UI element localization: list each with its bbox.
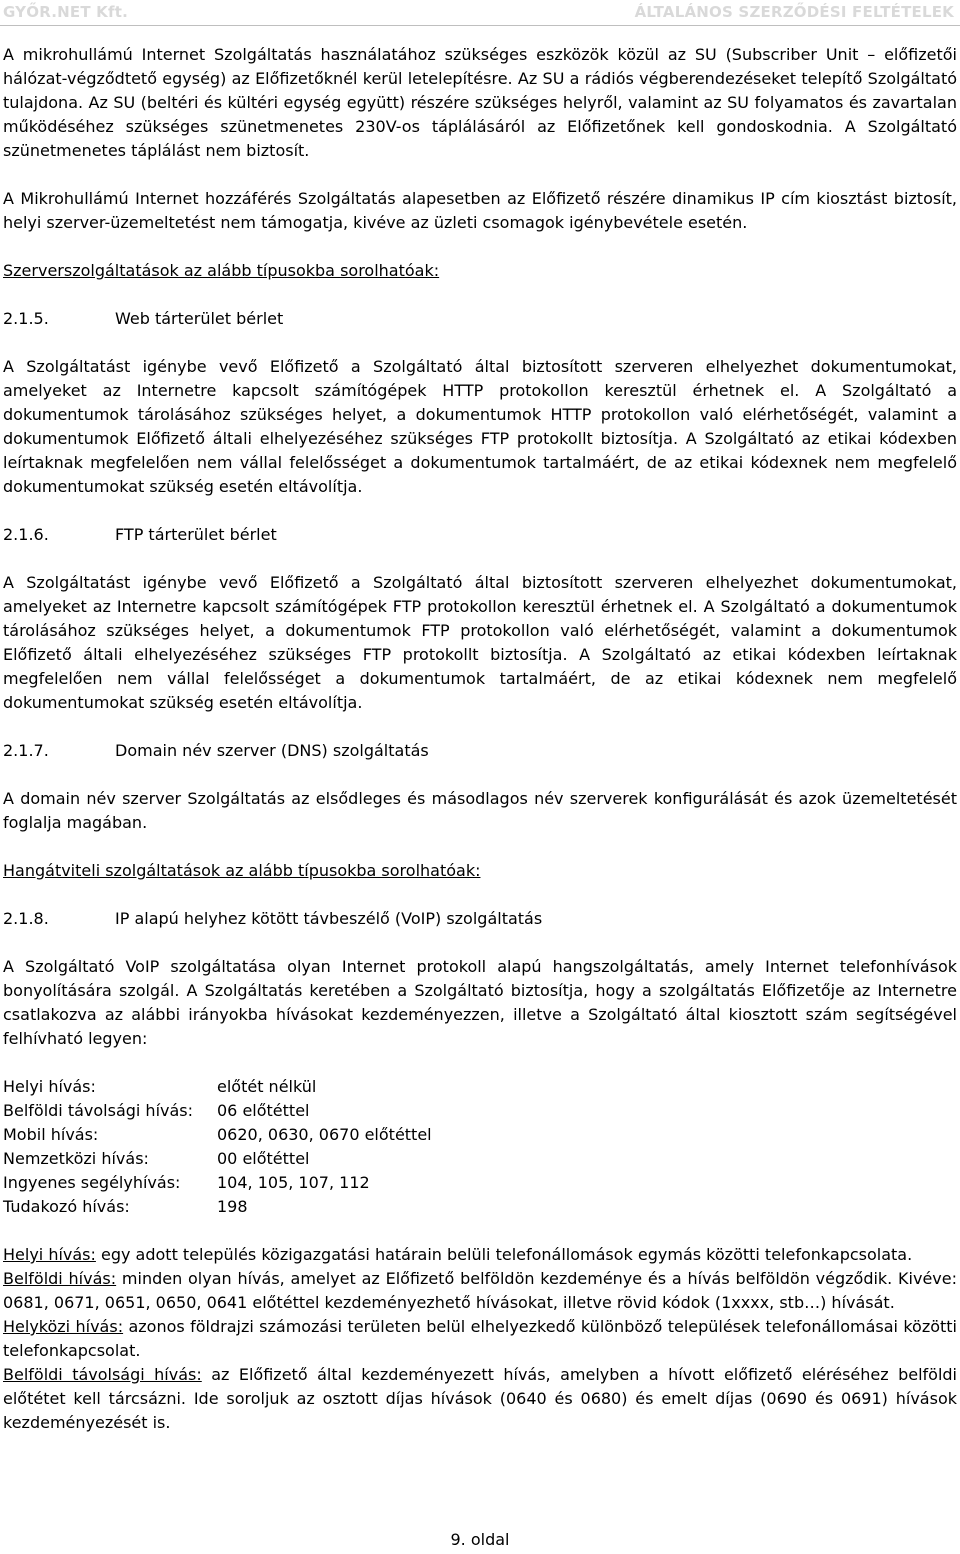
section-2-1-6-body (3, 571, 957, 715)
call-prefix: 104, 105, 107, 112 (217, 1173, 370, 1192)
paragraph-text: A Szolgáltató VoIP szolgáltatása olyan Internet protokoll alapú hangszolgáltatás, amely Internet telefonhívások bonyolítására szolgál. A Szolgáltatás keretében a Szolgáltató biztosítja, hogy a szolgáltatás Előfizetője az Internetre csatlakozva az alábbi irányokba hívásokat kezdeményezzen, illetve a Szolgáltató által kiosztott szám segítségével felhívható legyen: (3, 957, 957, 1048)
call-prefix-table (3, 1075, 957, 1219)
section-2-1-7-body (3, 787, 957, 835)
paragraph-text: A Szolgáltatást igénybe vevő Előfizető a Szolgáltató által biztosított szerveren elhelyezhet dokumentumokat, amelyeket az Internetre kapcsolt számítógépek HTTP protokollon keresztül érhetnek el. A Szolgáltató a dokumentumok tárolásához szükséges helyet, a dokumentumok HTTP protokollon való elérhetőségét, valamint a dokumentumok Előfizető általi elhelyezéséhez szükséges FTP protokollt biztosítja. A Szolgáltató az etikai kódexben leírtaknak megfelelően nem vállal felelősséget a dokumentumok tartalmáért, de az etikai kódexnek nem megfelelő dokumentumokat szükség esetén eltávolítja. (3, 357, 957, 496)
table-row (3, 1195, 957, 1219)
section-number: 2.1.7. (3, 741, 49, 760)
section-title: Domain név szerver (DNS) szolgáltatás (115, 741, 429, 760)
paragraph-text: A Mikrohullámú Internet hozzáférés Szolgáltatás alapesetben az Előfizető részére dinamikus IP cím kiosztást biztosít, helyi szerver-üzemeltetést nem támogatja, kivéve az üzleti csomagok igénybevétele esetén. (3, 189, 957, 232)
paragraph-text: A Szolgáltatást igénybe vevő Előfizető a Szolgáltató által biztosított szerveren elhelyezhet dokumentumokat, amelyeket az Internetre kapcsolt számítógépek FTP protokollon keresztül érhetnek el. A Szolgáltató a dokumentumok tárolásához szükséges helyet, a dokumentumok FTP protokollon való elérhetőségét, valamint a dokumentumok Előfizető általi elhelyezéséhez szükséges FTP protokollt biztosítja. A Szolgáltató az etikai kódexben leírtaknak megfelelően nem vállal felelősséget a dokumentumok tartalmáért, de az etikai kódexnek nem megfelelő dokumentumokat szükség esetén eltávolítja. (3, 573, 957, 712)
section-number: 2.1.5. (3, 309, 49, 328)
call-type: Ingyenes segélyhívás: (3, 1173, 181, 1192)
document-title: ÁLTALÁNOS SZERZŐDÉSI FELTÉTELEK (634, 3, 954, 21)
call-prefix: 198 (217, 1197, 248, 1216)
voice-services-heading (3, 859, 957, 883)
server-services-heading (3, 259, 957, 283)
call-definitions (3, 1243, 957, 1435)
section-2-1-8-body (3, 955, 957, 1051)
section-number: 2.1.6. (3, 525, 49, 544)
call-type: Mobil hívás: (3, 1125, 99, 1144)
table-row (3, 1075, 957, 1099)
paragraph-dynamic-ip (3, 187, 957, 235)
definition-text: minden olyan hívás, amelyet az Előfizető belföldön kezdeménye és a hívás belföldön végződik. Kivéve: 0681, 0671, 0651, 0650, 0641 előtéttel kezdeményezhető hívásokat, illetve rövid kódok (1xxxx, stb…) hívását. (3, 1269, 958, 1312)
paragraph-text: A mikrohullámú Internet Szolgáltatás használatához szükséges eszközök közül az SU (Subscriber Unit – előfizetői hálózat-végződtető egység) az Előfizetőknél kerül letelepítésre. Az SU a rádiós végberendezéseket telepítő Szolgáltató tulajdona. Az SU (beltéri és kültéri egység együtt) részére szükséges helyről, valamint az SU folyamatos és zavartalan működéséhez szükséges szünetmenetes 230V-os táplálásáról az Előfizetőnek kell gondoskodnia. A Szolgáltató szünetmenetes táplálást nem biztosít. (3, 45, 957, 160)
definition-local-call (3, 1243, 957, 1267)
definition-intercity-call (3, 1315, 957, 1363)
call-type: Belföldi távolsági hívás: (3, 1101, 194, 1120)
call-type: Helyi hívás: (3, 1077, 96, 1096)
section-title: IP alapú helyhez kötött távbeszélő (VoIP) szolgáltatás (115, 909, 543, 928)
definition-term: Helyközi hívás: (3, 1317, 124, 1336)
section-title: Web tárterület bérlet (115, 309, 284, 328)
section-2-1-5-body (3, 355, 957, 499)
definition-domestic-call (3, 1267, 957, 1315)
definition-text: az Előfizető által kezdeményezett hívás, amelyben a hívott előfizető eléréséhez belföldi előtétet kell tárcsázni. Ide soroljuk az osztott díjas hívások (0640 és 0680) és emelt díjas (0690 és 0691) hívások kezdeményezését is. (3, 1365, 958, 1432)
paragraph-su-equipment (3, 43, 957, 163)
section-heading: Szerverszolgáltatások az alább típusokba sorolhatóak: (3, 261, 440, 280)
definition-term: Helyi hívás: (3, 1245, 96, 1264)
table-row (3, 1123, 957, 1147)
call-prefix: 06 előtéttel (217, 1101, 310, 1120)
definition-text: azonos földrajzi számozási területen belül elhelyezkedő különböző települések telefonállomásai közötti telefonkapcsolat. (3, 1317, 957, 1360)
paragraph-text: A domain név szerver Szolgáltatás az elsődleges és másodlagos név szerverek konfigurálását és azok üzemeltetését foglalja magában. (3, 789, 957, 832)
section-2-1-6-heading (3, 523, 957, 547)
section-2-1-7-heading (3, 739, 957, 763)
call-prefix: 0620, 0630, 0670 előtéttel (217, 1125, 432, 1144)
definition-long-distance-call (3, 1363, 957, 1435)
call-type: Nemzetközi hívás: (3, 1149, 149, 1168)
page-number: 9. oldal (450, 1530, 510, 1549)
definition-term: Belföldi hívás: (3, 1269, 117, 1288)
section-2-1-5-heading (3, 307, 957, 331)
header-divider (0, 25, 960, 26)
company-name: GYŐR.NET Kft. (3, 3, 128, 21)
table-row (3, 1099, 957, 1123)
call-prefix: előtét nélkül (217, 1077, 317, 1096)
definition-text: egy adott település közigazgatási határain belüli telefonállomások egymás közötti telefonkapcsolata. (95, 1245, 913, 1264)
call-prefix: 00 előtéttel (217, 1149, 310, 1168)
call-type: Tudakozó hívás: (3, 1197, 130, 1216)
section-2-1-8-heading (3, 907, 957, 931)
section-heading: Hangátviteli szolgáltatások az alább típusokba sorolhatóak: (3, 861, 481, 880)
definition-term: Belföldi távolsági hívás: (3, 1365, 202, 1384)
table-row (3, 1147, 957, 1171)
table-row (3, 1171, 957, 1195)
section-number: 2.1.8. (3, 909, 49, 928)
section-title: FTP tárterület bérlet (115, 525, 277, 544)
